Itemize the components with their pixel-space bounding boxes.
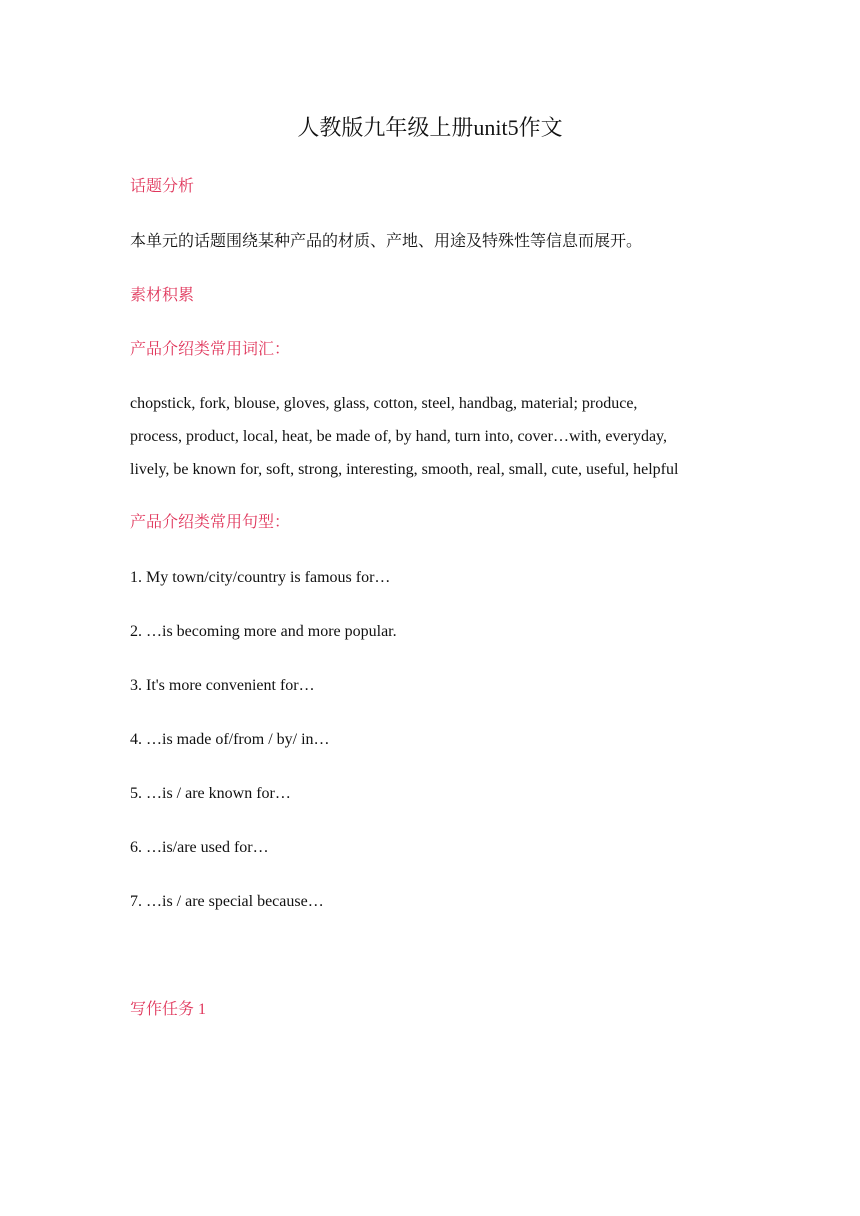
sentence-6: 6. …is/are used for… [130,839,269,856]
material-heading: 素材积累 [130,287,195,304]
topic-heading: 话题分析 [130,178,195,195]
topic-text: 本单元的话题围绕某种产品的材质、产地、用途及特殊性等信息而展开。 [130,233,643,250]
sentence-heading: 产品介绍类常用句型： [130,514,291,531]
sentence-7: 7. …is / are special because… [130,893,324,910]
vocab-heading: 产品介绍类常用词汇： [130,341,291,358]
sentence-3: 3. It's more convenient for… [130,677,315,694]
task-heading: 写作任务 1 [130,1001,207,1018]
sentence-2: 2. …is becoming more and more popular. [130,623,397,640]
page-title: 人教版九年级上册unit5作文 [297,115,563,140]
vocab-line: chopstick, fork, blouse, gloves, glass, cotton, steel, handbag, material; produce, [130,395,638,412]
sentence-4: 4. …is made of/from / by/ in… [130,731,330,748]
vocab-line: lively, be known for, soft, strong, interesting, smooth, real, small, cute, useful, helpful [130,461,679,478]
sentence-1: 1. My town/city/country is famous for… [130,569,391,586]
sentence-5: 5. …is / are known for… [130,785,291,802]
vocab-line: process, product, local, heat, be made of, by hand, turn into, cover…with, everyday, [130,428,668,445]
vocab-list [130,387,740,486]
